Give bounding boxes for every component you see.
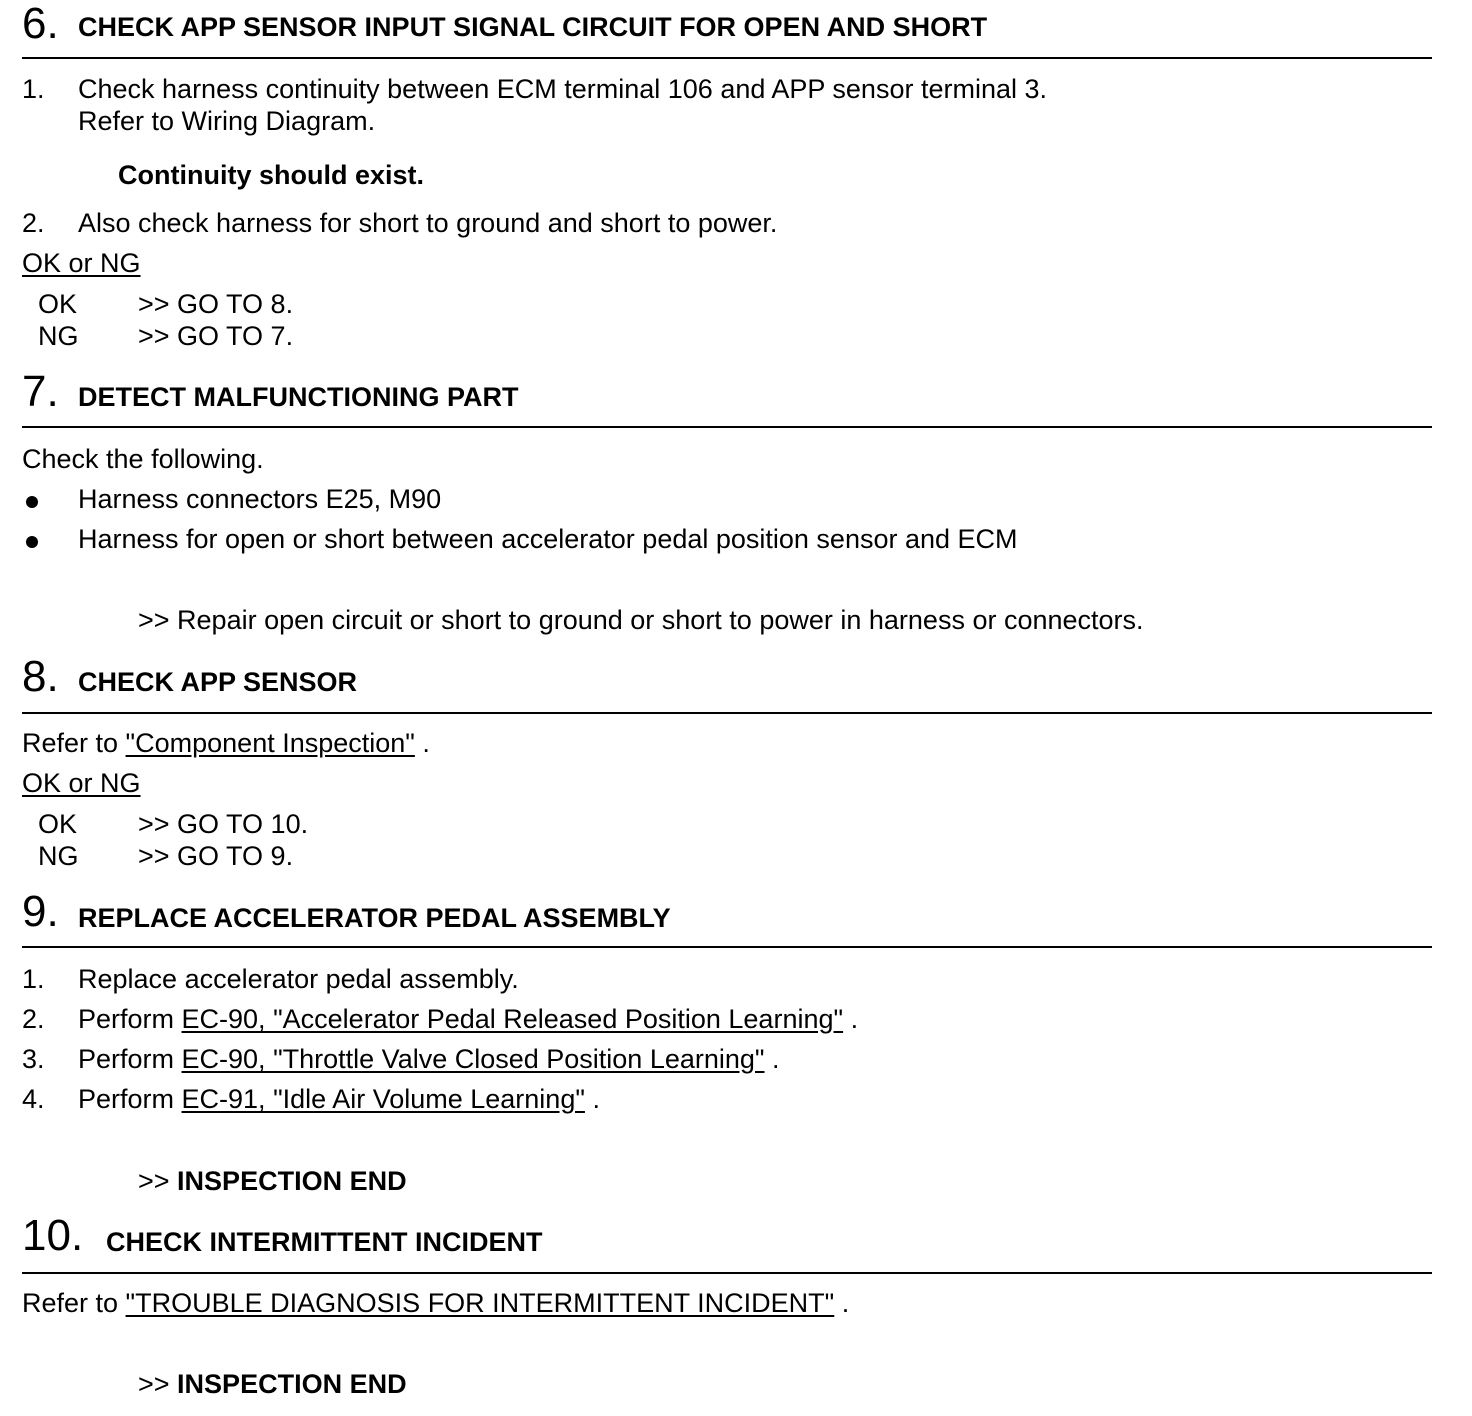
step-6-item-1-number: 1.	[22, 74, 45, 104]
step-9-item-4-suffix: .	[584, 1084, 600, 1114]
step-8-ok-label: OK	[38, 809, 78, 839]
step-9-item-3-number: 3.	[22, 1044, 45, 1074]
step-7-number: 7.	[22, 367, 59, 416]
step-6-ok-action: >> GO TO 8.	[138, 289, 294, 319]
step-6-item-1-refer: Refer to Wiring Diagram.	[78, 106, 376, 136]
step-10-refer-suffix: .	[834, 1288, 850, 1318]
step-7-title: DETECT MALFUNCTIONING PART	[78, 382, 519, 412]
step-9-number: 9.	[22, 887, 59, 936]
step-8-title: CHECK APP SENSOR	[78, 667, 358, 697]
step-9-end-arrow: >>	[138, 1166, 178, 1196]
step-6-divider	[22, 57, 1432, 59]
step-10-refer	[22, 1288, 849, 1318]
step-8-ok-action: >> GO TO 10.	[138, 809, 309, 839]
step-9-end-text: INSPECTION END	[177, 1166, 407, 1196]
trouble-diagnosis-intermittent-incident-link[interactable]: "TROUBLE DIAGNOSIS FOR INTERMITTENT INCIDENT"	[125, 1288, 835, 1318]
bullet-dot	[26, 496, 38, 508]
step-6-ng-action: >> GO TO 7.	[138, 321, 294, 351]
step-9-item-3-prefix: Perform	[78, 1044, 182, 1074]
step-9-item-2-prefix: Perform	[78, 1004, 182, 1034]
step-9-item-2-suffix: .	[843, 1004, 859, 1034]
step-6-ok-ng-label: OK or NG	[22, 248, 141, 278]
bullet-dot	[26, 536, 38, 548]
step-10-end	[138, 1369, 407, 1399]
step-9-end	[138, 1166, 407, 1196]
step-8-ng-label: NG	[38, 841, 79, 871]
step-7-divider	[22, 426, 1432, 428]
step-10-refer-prefix: Refer to	[22, 1288, 126, 1318]
step-9-item-1-number: 1.	[22, 964, 45, 994]
step-6-spec: Continuity should exist.	[118, 160, 425, 190]
throttle-valve-closed-position-learning-link[interactable]: EC-90, "Throttle Valve Closed Position Learning"	[181, 1044, 765, 1074]
step-6-title: CHECK APP SENSOR INPUT SIGNAL CIRCUIT FOR OPEN AND SHORT	[78, 12, 988, 42]
step-10-end-arrow: >>	[138, 1369, 178, 1399]
step-9-item-4-prefix: Perform	[78, 1084, 182, 1114]
idle-air-volume-learning-link[interactable]: EC-91, "Idle Air Volume Learning"	[181, 1084, 585, 1114]
step-9-item-2-number: 2.	[22, 1004, 45, 1034]
step-9-item-3-suffix: .	[764, 1044, 780, 1074]
step-7-bullet-2: Harness for open or short between accelerator pedal position sensor and ECM	[78, 524, 1018, 554]
step-7-action: >> Repair open circuit or short to ground or short to power in harness or connectors.	[138, 605, 1144, 635]
step-8-ok-ng-label: OK or NG	[22, 768, 141, 798]
step-8-ng-action: >> GO TO 9.	[138, 841, 294, 871]
step-9-item-1-text: Replace accelerator pedal assembly.	[78, 964, 519, 994]
step-6-item-1-text: Check harness continuity between ECM terminal 106 and APP sensor terminal 3.	[78, 74, 1048, 104]
step-8-refer-suffix: .	[414, 728, 430, 758]
step-8-refer-prefix: Refer to	[22, 728, 126, 758]
step-9-item-2-text	[78, 1004, 858, 1034]
step-10-end-text: INSPECTION END	[177, 1369, 407, 1399]
step-9-title: REPLACE ACCELERATOR PEDAL ASSEMBLY	[78, 903, 671, 933]
step-10-divider	[22, 1272, 1432, 1274]
component-inspection-link[interactable]: "Component Inspection"	[125, 728, 415, 758]
step-9-item-4-number: 4.	[22, 1084, 45, 1114]
step-6-ok-label: OK	[38, 289, 78, 319]
step-6-item-2-text: Also check harness for short to ground and short to power.	[78, 208, 778, 238]
step-8-refer	[22, 728, 430, 758]
step-10-title: CHECK INTERMITTENT INCIDENT	[106, 1227, 543, 1257]
step-8-number: 8.	[22, 652, 59, 701]
step-6-ng-label: NG	[38, 321, 79, 351]
accelerator-pedal-released-position-learning-link[interactable]: EC-90, "Accelerator Pedal Released Position Learning"	[181, 1004, 844, 1034]
step-7-bullet-1: Harness connectors E25, M90	[78, 484, 442, 514]
step-10-number: 10.	[22, 1211, 84, 1260]
step-6-item-2-number: 2.	[22, 208, 45, 238]
step-8-divider	[22, 712, 1432, 714]
step-7-intro: Check the following.	[22, 444, 264, 474]
step-9-item-3-text	[78, 1044, 780, 1074]
step-6-number: 6.	[22, 0, 59, 48]
step-9-item-4-text	[78, 1084, 600, 1114]
step-9-divider	[22, 946, 1432, 948]
